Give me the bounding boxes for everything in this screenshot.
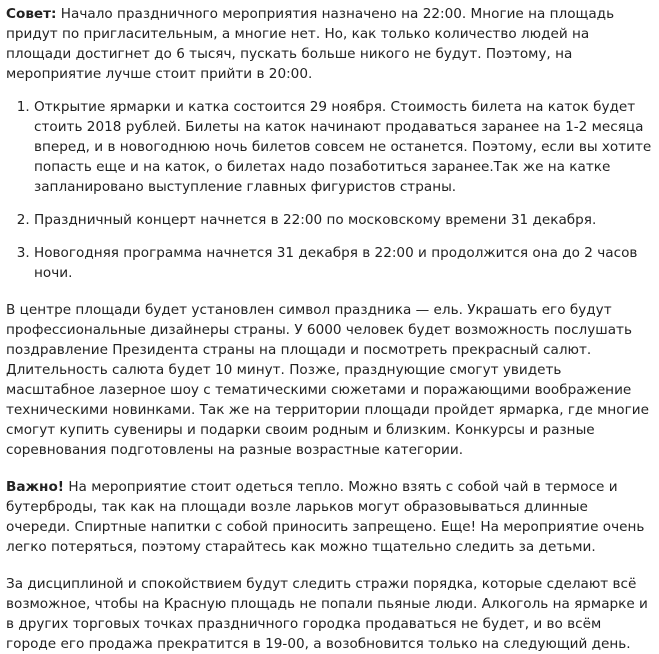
list-item: 1. Открытие ярмарки и катка состоится 29 ноября. Стоимость билета на каток будет стоить 2018 рублей. Билеты на каток начинают продаваться заранее на 1-2 месяца вперед, и в новогоднюю ночь билетов совсем не останется. Поэтому, если вы хотите попасть еще и на каток, о билетах надо позаботиться заранее.Так же на катке запланировано выступление главных фигуристов страны. [34, 97, 653, 197]
description-paragraph: В центре площади будет установлен символ праздника — ель. Украшать его будут профессиональные дизайнеры страны. У 6000 человек будет возможность послушать поздравление Президента страны на площади и посмотреть прекрасный салют. Длительность салюта будет 10 минут. Позже, празднующие смогут увидеть масштабное лазерное шоу с тематическими сюжетами и поражающими воображение техническими новинками. Так же на территории площади пройдет ярмарка, где многие смогут купить сувениры и подарки своим родным и близким. Конкурсы и разные соревнования подготовлены на разные возрастные категории. [6, 302, 649, 458]
tip-label: Совет: [6, 6, 57, 22]
important-text: На мероприятие стоит одеться тепло. Можно взять с собой чай в термосе и бутерброды, так как на площади возле ларьков могут образовываться длинные очереди. Спиртные напитки с собой приносить запрещено. Еще! На мероприятие очень легко потеряться, поэтому старайтесь как можно тщательно следить за детьми. [6, 479, 645, 555]
important-paragraph [6, 477, 653, 557]
event-list [6, 97, 653, 283]
list-item: 3. Новогодняя программа начнется 31 декабря в 22:00 и продолжится она до 2 часов ночи. [34, 243, 653, 283]
important-label: Важно! [6, 479, 64, 495]
security-paragraph: За дисциплиной и спокойствием будут следить стражи порядка, которые сделают всё возможное, чтобы на Красную площадь не попали пьяные люди. Алкоголь на ярмарке и в других торговых точках праздничного городка продаваться не будет, и во всём городе его продажа прекратится в 19-00, а возобновится только на следующий день. [6, 576, 648, 652]
list-item: 2. Праздничный концерт начнется в 22:00 по московскому времени 31 декабря. [34, 210, 653, 230]
tip-text: Начало праздничного мероприятия назначено на 22:00. Многие на площадь придут по пригласительным, а многие нет. Но, как только количество людей на площади достигнет до 6 тысяч, пускать больше никого не будут. Поэтому, на мероприятие лучше стоит прийти в 20:00. [6, 6, 615, 82]
tip-paragraph [6, 4, 653, 84]
